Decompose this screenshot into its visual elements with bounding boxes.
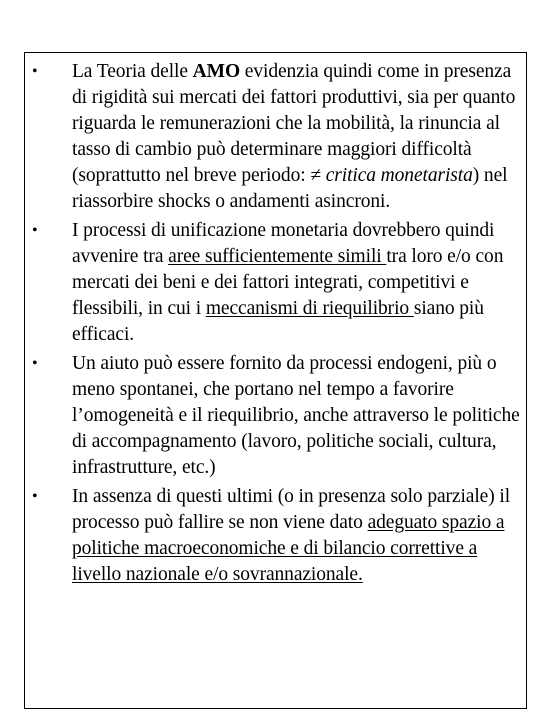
bullet-item: [25, 59, 520, 215]
text-segment: evidenzia quindi come in presenza di rigidità sui mercati dei fattori produttivi, sia per quanto riguarda le remunerazioni che la mobilità, la rinuncia al tasso di cambio può determinare maggiori difficoltà (soprattutto nel breve periodo: ≠: [72, 61, 516, 186]
text-segment-bold: AMO: [192, 61, 241, 82]
text-segment: Un aiuto può essere fornito da processi endogeni, più o meno spontanei, che portano nel tempo a favorire l’omogeneità e il riequilibrio, anche attraverso le politiche di accompagnamento (lavoro, politiche sociali, cultura, infrastrutture, etc.): [72, 353, 520, 478]
bullet-item: [25, 484, 520, 588]
text-segment: tra loro e/o con mercati dei beni e dei fattori integrati, competitivi e flessibili, in cui i: [72, 246, 504, 319]
text-segment: La Teoria delle: [72, 61, 193, 82]
slide-text-frame: [24, 52, 527, 709]
bullet-icon: •: [32, 355, 38, 372]
bullet-icon: •: [32, 222, 38, 239]
text-segment-underlined: aree sufficientemente simili: [168, 246, 387, 267]
bullet-item: [25, 218, 520, 348]
text-segment: ) nel riassorbire shocks o andamenti asincroni.: [72, 165, 508, 212]
text-segment: In assenza di questi ultimi (o in presenza solo parziale) il processo può fallire se non viene dato: [72, 486, 511, 533]
bullet-item: [25, 351, 520, 481]
bullet-icon: •: [32, 63, 38, 80]
text-segment: siano più efficaci.: [72, 298, 484, 345]
text-segment-underlined: meccanismi di riequilibrio: [205, 298, 414, 319]
text-segment-italic: critica monetarista: [325, 165, 473, 186]
bullet-list: [25, 59, 520, 591]
text-segment: I processi di unificazione monetaria dovrebbero quindi avvenire tra: [72, 220, 495, 267]
text-segment-underlined: adeguato spazio a politiche macroeconomiche e di bilancio correttive a livello nazionale e/o sovrannazionale.: [72, 512, 505, 585]
bullet-icon: •: [32, 488, 38, 505]
